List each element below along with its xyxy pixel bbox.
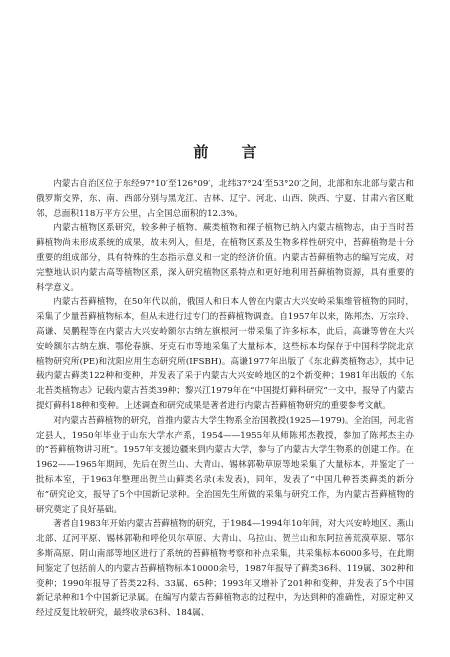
paragraph: 对内蒙古苔藓植物的研究，首推内蒙古大学生物系全治国教授(1925—1979)。全治国，河北省定县人，1950年毕业于山东大学水产系，1954——1955年从师陈邦杰教授，参加了陈邦杰主办的“苔藓植物讲习班”。1957年支援边疆来到内蒙古大学，参与了内蒙古大学生物系的创建工作。在1962——1965年期间，先后在贺兰山、大青山、锡林郭勒草原等地采集了大量标本，并鉴定了一批标本室，于1963年整理出贺兰山藓类名录(未发表)，同年，发表了“中国几种苔类藓类的新分布”研究论文，报导了5个中国新记录种。全治国先生所做的采集与研究工作，为内蒙古苔藓植物的研究奠定了良好基础。	[36, 415, 414, 515]
paragraph: 内蒙古植物区系研究，较多种子植物、蕨类植物和裸子植物已纳入内蒙古植物志，由于当时苔藓植物尚未形成系统的成果，故未列入，但是，在植物区系及生物多样性研究中，苔藓植物是十分重要的组成部分，具有特殊的生态指示意义和一定的经济价值。内蒙古苔藓植物志的编写完成，对完整地认识内蒙古高等植物区系，深入研究植物区系特点和更好地利用苔藓植物资源，具有重要的科学意义。	[36, 223, 414, 293]
document-body	[36, 177, 414, 621]
page-title: 前 言	[193, 143, 271, 161]
paragraph: 内蒙古苔藓植物，在50年代以前，俄国人和日本人曾在内蒙古大兴安岭采集维管植物的同时，采集了少量苔藓植物标本，但从未进行过专门的苔藓植物调查。自1957年以来，陈邦杰、万宗玲、高谦、吴鹏程等在内蒙古大兴安岭额尔古纳左旗根河一带采集了许多标本，此后，高谦等曾在大兴安岭额尔古纳左旗、鄂伦春旗、牙克石市等地采集了大量标本，这些标本均保存于中国科学院北京植物研究所(PE)和沈阳应用生态研究所(IFSBH)。高谦1977年出版了《东北藓类植物志》，其中记载内蒙古藓类122种和变种，并发表了采于内蒙古大兴安岭地区的2个新变种；1981年出版的《东北苔类植物志》记载内蒙古苔类39种；黎兴江1979年在“中国提灯藓科研究”一文中，报导了内蒙古提灯藓科18种和变种。上述调查和研究成果是著者进行内蒙古苔藓植物研究的重要参考文献。	[36, 297, 414, 411]
paragraph: 内蒙古自治区位于东经97°10′至126°09′，北纬37°24′至53°20′之间，北部和东北部与蒙古和俄罗斯交界，东、南、西部分别与黑龙江、吉林、辽宁、河北、山西、陕西、宁夏、甘肃六省区毗邻，总面积118万平方公里，占全国总面积的12.3%。	[36, 179, 414, 219]
paragraph: 著者自1983年开始内蒙古苔藓植物的研究，于1984—1994年10年间，对大兴安岭地区、燕山北部、辽河平原、锡林郭勒和呼伦贝尔草原、大青山、乌拉山、贺兰山和东阿拉善荒漠草原、鄂尔多斯高原、阴山南部等地区进行了系统的苔藓植物考察和补点采集，共采集标本6000多号，在此期间鉴定了包括前人的内蒙古苔藓植物标本10000余号，1987年报导了藓类36科、119属、302种和变种；1990年报导了苔类22科、33属、65种；1993年又增补了201种和变种，并发表了5个中国新记录种和1个中国新记录属。在编写内蒙古苔藓植物志的过程中，为达到种的准确性，对原定种又经过反复比较研究，最终收录63科、184属、	[36, 519, 414, 619]
